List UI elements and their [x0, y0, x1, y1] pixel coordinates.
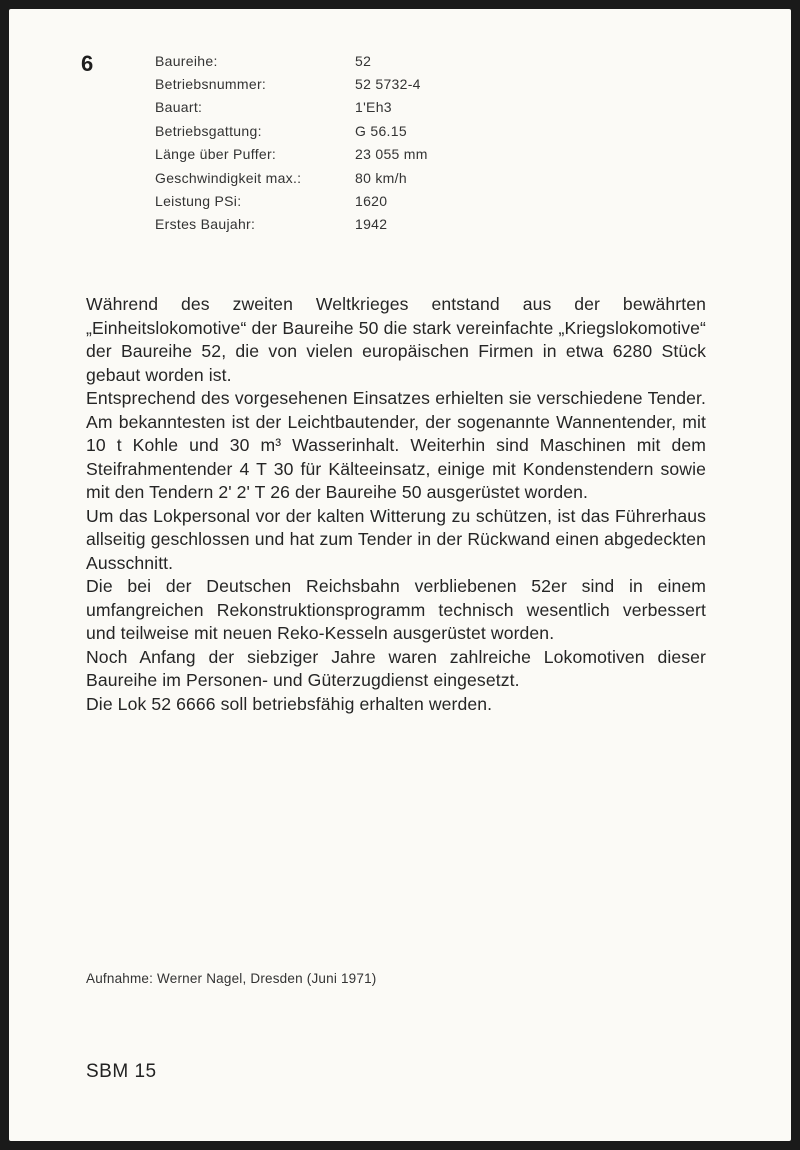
spec-label: Betriebsgattung: — [155, 122, 262, 139]
photo-credit: Aufnahme: Werner Nagel, Dresden (Juni 1971) — [86, 971, 377, 986]
spec-row — [155, 213, 428, 236]
spec-row — [155, 72, 428, 95]
spec-value: G 56.15 — [355, 122, 407, 139]
spec-row — [155, 49, 428, 72]
spec-row — [155, 166, 428, 189]
paragraph: Noch Anfang der siebziger Jahre waren zahlreiche Lokomotiven dieser Baureihe im Personen- und Güterzugdienst eingesetzt. — [86, 646, 706, 690]
spec-label: Baureihe: — [155, 52, 218, 69]
spec-value: 23 055 mm — [355, 146, 428, 163]
spec-label: Leistung PSi: — [155, 193, 242, 210]
spec-label: Länge über Puffer: — [155, 146, 277, 163]
spec-value: 80 km/h — [355, 169, 407, 186]
spec-row — [155, 189, 428, 212]
spec-value: 1'Eh3 — [355, 99, 392, 116]
paragraph: Um das Lokpersonal vor der kalten Witterung zu schützen, ist das Führerhaus allseitig geschlossen und hat zum Tender in der Rückwand einen abgedeckten Ausschnitt. — [86, 505, 706, 573]
spec-label: Betriebsnummer: — [155, 76, 267, 93]
spec-value: 52 — [355, 52, 372, 69]
spec-label: Geschwindigkeit max.: — [155, 169, 302, 186]
series-label: SBM 15 — [86, 1061, 157, 1082]
description-text — [86, 293, 706, 716]
spec-table — [155, 49, 428, 236]
spec-row — [155, 96, 428, 119]
spec-row — [155, 143, 428, 166]
spec-label: Bauart: — [155, 99, 203, 116]
paragraph: Entsprechend des vorgesehenen Einsatzes erhielten sie verschiedene Tender. Am bekanntesten ist der Leichtbautender, der sogenannte Wannentender, mit 10 t Kohle und 30 m³ Wasserinhalt. Weiterhin sind Maschinen mit dem Steifrahmentender 4 T 30 für Kälteeinsatz, einige mit Kondenstendern sowie mit den Tendern 2' 2' T 26 der Baureihe 50 ausgerüstet worden. — [86, 388, 706, 502]
paragraph: Die Lok 52 6666 soll betriebsfähig erhalten werden. — [86, 693, 493, 714]
spec-value: 1942 — [355, 216, 388, 233]
paragraph: Die bei der Deutschen Reichsbahn verbliebenen 52er sind in einem umfangreichen Rekonstruktionsprogramm technisch wesentlich verbessert und teilweise mit neuen Reko-Kesseln ausgerüstet worden. — [86, 576, 706, 643]
spec-value: 1620 — [355, 193, 388, 210]
spec-label: Erstes Baujahr: — [155, 216, 256, 233]
spec-value: 52 5732-4 — [355, 76, 421, 93]
postcard-back — [9, 9, 791, 1141]
spec-row — [155, 119, 428, 142]
paragraph: Während des zweiten Weltkrieges entstand aus der bewährten „Einheitslokomotive“ der Baureihe 50 die stark vereinfachte „Kriegslokomotive“ der Baureihe 52, die von vielen europäischen Firmen in etwa 6280 Stück gebaut worden ist. — [86, 294, 706, 385]
card-number: 6 — [81, 51, 94, 76]
